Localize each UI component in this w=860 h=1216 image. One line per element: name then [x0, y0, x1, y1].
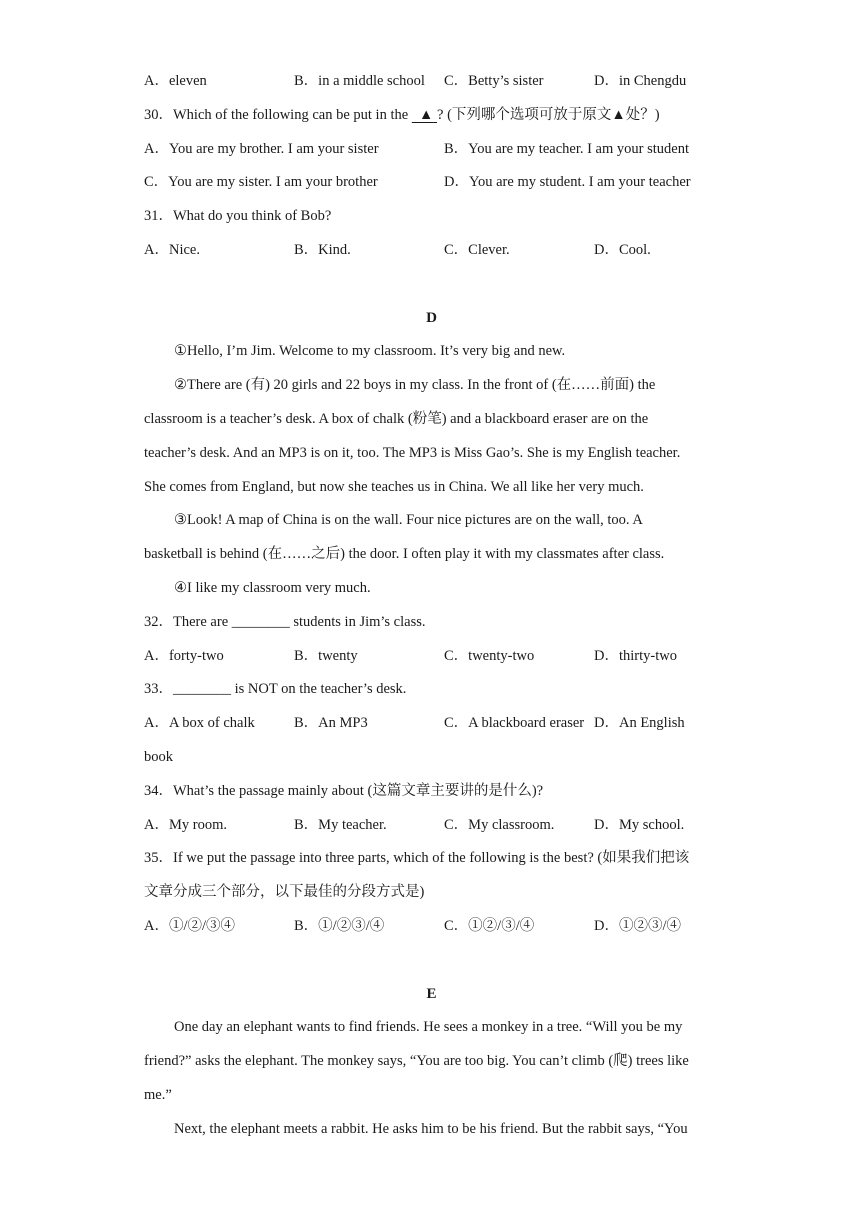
q30-options-row2 — [144, 166, 719, 200]
q33-option-d-wrap: book — [144, 748, 173, 765]
q31-option-c[interactable]: C．Clever. — [444, 241, 510, 258]
q33-option-d[interactable]: D．An English — [594, 715, 685, 732]
passage-d-line: ①Hello, I’m Jim. Welcome to my classroom. It’s very big and new. — [174, 343, 566, 360]
q34-option-d[interactable]: D．My school. — [594, 816, 685, 833]
q30-stem-after: ? (下列哪个选项可放于原文▲处？) — [437, 106, 660, 123]
section-e-heading: E — [426, 985, 437, 1002]
q30-blank-marker: ▲ — [419, 106, 434, 123]
q32-options — [144, 640, 719, 674]
q35-stem: 35．If we put the passage into three parts, which of the following is the best? (如果我们把该 — [144, 850, 690, 867]
q34-option-c[interactable]: C．My classroom. — [444, 816, 555, 833]
q31-stem: 31．What do you think of Bob? — [144, 208, 332, 225]
q35-stem-cont: 文章分成三个部分，以下最佳的分段方式是) — [144, 884, 425, 901]
q32-option-a[interactable]: A．forty-two — [144, 647, 224, 664]
q30-option-c[interactable]: C．You are my sister. I am your brother — [144, 174, 378, 191]
passage-d-line: ④I like my classroom very much. — [174, 579, 371, 596]
q34-options — [144, 809, 719, 843]
q30-option-d[interactable]: D．You are my student. I am your teacher — [444, 174, 691, 191]
passage-d-line: teacher’s desk. And an MP3 is on it, too. The MP3 is Miss Gao’s. She is my English teacher. — [144, 444, 681, 461]
q29-option-a[interactable]: A．eleven — [144, 73, 207, 89]
q30-stem-before: 30．Which of the following can be put in the — [144, 106, 412, 123]
q33-stem: 33．________ is NOT on the teacher’s desk. — [144, 681, 407, 698]
q31-options — [144, 234, 719, 268]
q29-option-c[interactable]: C．Betty’s sister — [444, 73, 544, 89]
q32-option-b[interactable]: B．twenty — [294, 647, 358, 664]
q30-stem — [144, 99, 719, 133]
q33-option-a[interactable]: A．A box of chalk — [144, 715, 255, 732]
q29-options — [144, 65, 719, 99]
q35-option-d[interactable]: D．①②③/④ — [594, 917, 681, 934]
q35-options — [144, 910, 719, 944]
q30-options-row1 — [144, 133, 719, 167]
q33-option-b[interactable]: B．An MP3 — [294, 715, 368, 732]
passage-e-line: Next, the elephant meets a rabbit. He asks him to be his friend. But the rabbit says, “You — [174, 1120, 688, 1137]
q33-options — [144, 707, 719, 741]
q33-option-c[interactable]: C．A blackboard eraser — [444, 715, 585, 732]
q32-stem: 32．There are ________ students in Jim’s class. — [144, 613, 426, 630]
document-page — [144, 65, 719, 1147]
q31-option-a[interactable]: A．Nice. — [144, 241, 200, 258]
passage-d-line: classroom is a teacher’s desk. A box of chalk (粉笔) and a blackboard eraser are on the — [144, 410, 649, 427]
q35-option-a[interactable]: A．①/②/③④ — [144, 917, 236, 934]
q32-option-c[interactable]: C．twenty-two — [444, 647, 535, 664]
q34-option-b[interactable]: B．My teacher. — [294, 816, 387, 833]
passage-d-line: She comes from England, but now she teaches us in China. We all like her very much. — [144, 478, 644, 495]
passage-d-line: ②There are (有) 20 girls and 22 boys in my class. In the front of (在……前面) the — [174, 377, 656, 394]
passage-e-line: me.” — [144, 1086, 172, 1103]
passage-e-line: One day an elephant wants to find friends. He sees a monkey in a tree. “Will you be my — [174, 1019, 683, 1036]
q30-option-a[interactable]: A．You are my brother. I am your sister — [144, 140, 379, 157]
q29-option-b[interactable]: B．in a middle school — [294, 73, 425, 89]
spacer — [144, 268, 719, 302]
q34-stem: 34．What’s the passage mainly about (这篇文章主要讲的是什么)? — [144, 782, 544, 799]
q30-option-b[interactable]: B．You are my teacher. I am your student — [444, 140, 689, 157]
q35-option-c[interactable]: C．①②/③/④ — [444, 917, 535, 934]
q29-option-d[interactable]: D．in Chengdu — [594, 73, 687, 89]
passage-e-line: friend?” asks the elephant. The monkey says, “You are too big. You can’t climb (爬) trees like — [144, 1053, 689, 1070]
q31-option-d[interactable]: D．Cool. — [594, 241, 651, 258]
passage-d-line: basketball is behind (在……之后) the door. I often play it with my classmates after class. — [144, 546, 665, 563]
q32-option-d[interactable]: D．thirty-two — [594, 647, 677, 664]
q31-option-b[interactable]: B．Kind. — [294, 241, 351, 258]
passage-d-line: ③Look! A map of China is on the wall. Four nice pictures are on the wall, too. A — [174, 512, 643, 529]
q35-option-b[interactable]: B．①/②③/④ — [294, 917, 385, 934]
q34-option-a[interactable]: A．My room. — [144, 816, 227, 833]
spacer — [144, 944, 719, 978]
section-d-heading: D — [426, 309, 437, 326]
